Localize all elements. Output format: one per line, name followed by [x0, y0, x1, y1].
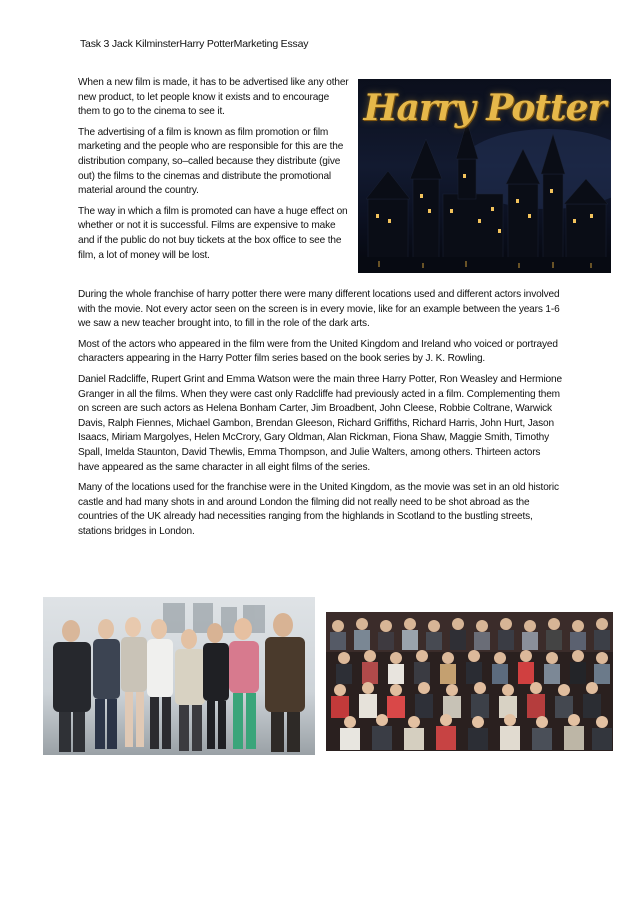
body-text	[78, 288, 564, 546]
harry-potter-logo: Harry Potter	[363, 87, 606, 129]
cast-photo-group	[326, 612, 613, 751]
cast-figures-premiere	[43, 597, 315, 755]
intro-paragraph-1: When a new film is made, it has to be advertised like any other new product, to let people know it exists and to encourage them to go to the cinema to see it.	[78, 77, 349, 118]
body-paragraph-4: Many of the locations used for the franchise were in the United Kingdom, as the movie was set in an old historic castle and had many shots in and around London the filming did not really need to be shot abroad as the countries of the UK already had necessities ranging from the highlands in Scotland to the bustling streets, stations bridges in London.	[78, 482, 559, 537]
body-paragraph-2: Most of the actors who appeared in the film were from the United Kingdom and Ireland who voiced or portrayed characters appearing in the Harry Potter film series based on the book series by J. K. Rowling.	[78, 338, 558, 365]
harry-potter-hero-image	[358, 79, 611, 273]
intro-text-column	[78, 76, 350, 269]
body-paragraph-3: Daniel Radcliffe, Rupert Grint and Emma Watson were the main three Harry Potter, Ron Weasley and Hermione Granger in all the films. When they were cast only Radcliffe had previously acted in a film. Complementing them on screen are such actors as Helena Bonham Carter, Jim Broadbent, John Cleese, Robbie Coltrane, Warwick Davis, Ralph Fiennes, Michael Gambon, Brendan Gleeson, Richard Griffiths, Richard Harris, John Hurt, Jason Isaacs, Miriam Margolyes, Helen McCrory, Gary Oldman, Alan Rickman, Fiona Shaw, Maggie Smith, Timothy Spall, Imelda Staunton, David Thewlis, Emma Thompson, and Julie Walters, among others. Thirteen actors have appeared as the same character in all eight films of the series.	[78, 373, 562, 473]
intro-paragraph-2: The advertising of a film is known as film promotion or film marketing and the people who are responsible for this are the distribution company, so–called because they distribute (give out) the films to the cinemas and distribute the promotional material around the country.	[78, 126, 344, 197]
intro-paragraph-3: The way in which a film is promoted can have a huge effect on whether or not it is successful. Films are expensive to make and if the public do not buy tickets at the box office to see the film, a lot of money will be lost.	[78, 205, 348, 261]
document-header: Task 3 Jack KilminsterHarry PotterMarketing Essay	[80, 38, 309, 50]
body-paragraph-1: During the whole franchise of harry potter there were many different locations used and different actors involved with the movie. Not every actor seen on the screen is in every movie, like for an example between the years 1-6 we saw a new teacher brought into, to fill in the role of the dark arts.	[78, 289, 560, 330]
cast-figures-group	[326, 612, 613, 751]
cast-photo-premiere	[43, 597, 315, 755]
